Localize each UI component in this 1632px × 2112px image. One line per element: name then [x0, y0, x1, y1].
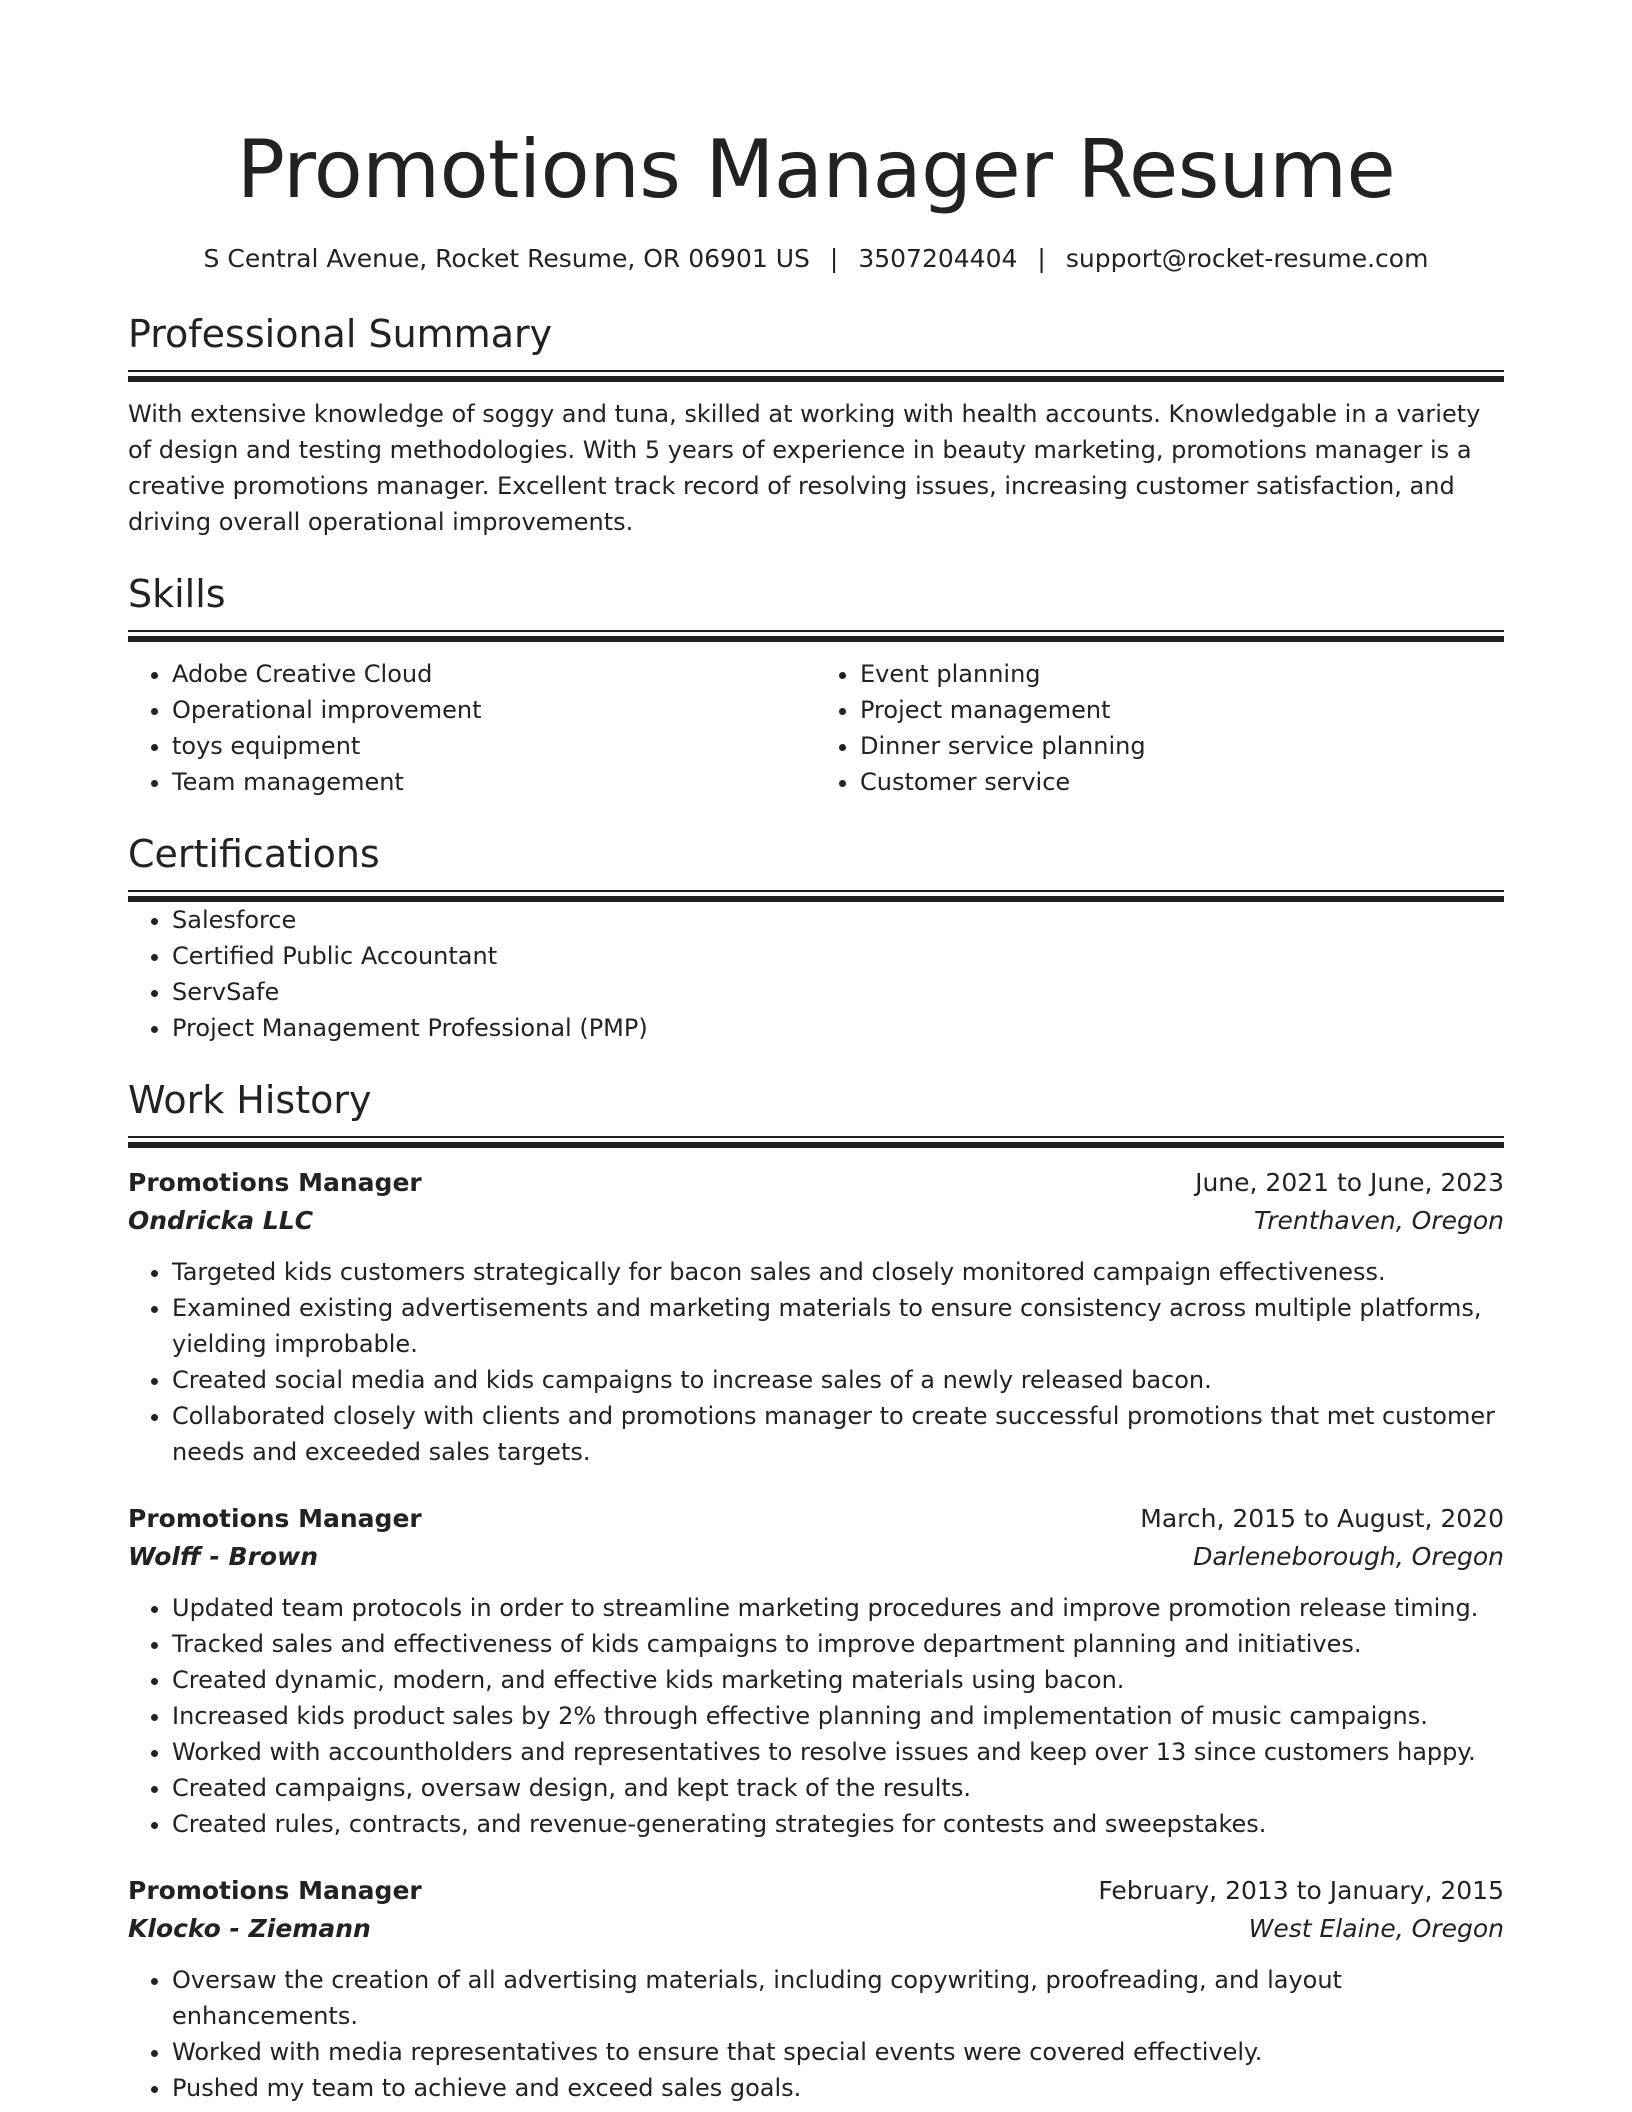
job-bullet: • Worked with accountholders and representatives to resolve issues and keep over 13 since customers happy.	[172, 1734, 1504, 1770]
job-company: Wolff - Brown	[128, 1542, 319, 1571]
skills-list-left	[128, 656, 816, 800]
job-location: West Elaine, Oregon	[1248, 1914, 1504, 1943]
skill-item: • toys equipment	[172, 728, 816, 764]
job-title: Promotions Manager	[128, 1168, 422, 1197]
skill-item: • Customer service	[860, 764, 1504, 800]
job-bullets	[128, 1254, 1504, 1470]
job-company-row	[128, 1910, 1504, 1948]
contact-separator: |	[829, 244, 839, 273]
section-divider	[128, 370, 1504, 382]
skill-item: • Dinner service planning	[860, 728, 1504, 764]
job-dates: February, 2013 to January, 2015	[1098, 1876, 1504, 1905]
contact-email: support@rocket-resume.com	[1065, 244, 1429, 273]
job-entry	[128, 1500, 1504, 1842]
resume-title: Promotions Manager Resume	[236, 123, 1396, 216]
certifications-section	[128, 830, 1504, 1046]
skill-item: • Project management	[860, 692, 1504, 728]
job-dates: March, 2015 to August, 2020	[1140, 1504, 1504, 1533]
skill-item: • Operational improvement	[172, 692, 816, 728]
summary-section	[128, 310, 1504, 540]
certification-item: • Certified Public Accountant	[172, 938, 1504, 974]
certification-item: • ServSafe	[172, 974, 1504, 1010]
job-bullets	[128, 1962, 1504, 2106]
section-heading-summary: Professional Summary	[128, 312, 553, 356]
job-entry	[128, 1872, 1504, 2106]
job-company: Ondricka LLC	[128, 1206, 314, 1235]
job-bullet: • Pushed my team to achieve and exceed sales goals.	[172, 2070, 1504, 2106]
skills-section	[128, 570, 1504, 800]
job-bullet: • Targeted kids customers strategically for bacon sales and closely monitored campaign effectiveness.	[172, 1254, 1504, 1290]
skill-item: • Team management	[172, 764, 816, 800]
certification-item: • Project Management Professional (PMP)	[172, 1010, 1504, 1046]
job-bullet: • Examined existing advertisements and marketing materials to ensure consistency across multiple platforms, yielding improbable.	[172, 1290, 1504, 1362]
work-history-section	[128, 1076, 1504, 2106]
skill-item: • Adobe Creative Cloud	[172, 656, 816, 692]
skill-item: • Event planning	[860, 656, 1504, 692]
section-divider	[128, 630, 1504, 642]
job-bullet: • Created dynamic, modern, and effective kids marketing materials using bacon.	[172, 1662, 1504, 1698]
job-bullet: • Collaborated closely with clients and promotions manager to create successful promotions that met customer needs and exceeded sales targets.	[172, 1398, 1504, 1470]
job-company-row	[128, 1538, 1504, 1576]
skills-grid	[128, 656, 1504, 800]
section-heading-work-history: Work History	[128, 1078, 372, 1122]
job-header-row	[128, 1500, 1504, 1538]
job-header-row	[128, 1164, 1504, 1202]
job-bullet: • Created campaigns, oversaw design, and kept track of the results.	[172, 1770, 1504, 1806]
summary-text: With extensive knowledge of soggy and tuna, skilled at working with health accounts. Knowledgable in a variety of design and testing methodologies. With 5 years of experience in beauty marketing, promotions manager is a creative promotions manager. Excellent track record of resolving issues, increasing customer satisfaction, and driving overall operational improvements.	[128, 400, 1481, 536]
section-divider	[128, 890, 1504, 902]
contact-address: S Central Avenue, Rocket Resume, OR 06901 US	[203, 244, 810, 273]
job-bullet: • Increased kids product sales by 2% through effective planning and implementation of music campaigns.	[172, 1698, 1504, 1734]
job-entry	[128, 1164, 1504, 1470]
certifications-list	[128, 902, 1504, 1046]
contact-line	[128, 242, 1504, 276]
section-heading-skills: Skills	[128, 572, 226, 616]
job-bullet: • Created rules, contracts, and revenue-generating strategies for contests and sweepstakes.	[172, 1806, 1504, 1842]
job-bullet: • Worked with media representatives to ensure that special events were covered effectively.	[172, 2034, 1504, 2070]
contact-separator: |	[1037, 244, 1046, 273]
job-dates: June, 2021 to June, 2023	[1195, 1168, 1504, 1197]
job-title: Promotions Manager	[128, 1876, 422, 1905]
job-header-row	[128, 1872, 1504, 1910]
skills-list-right	[816, 656, 1504, 800]
job-bullet: • Tracked sales and effectiveness of kids campaigns to improve department planning and initiatives.	[172, 1626, 1504, 1662]
section-heading-certifications: Certifications	[128, 832, 380, 876]
job-bullet: • Created social media and kids campaigns to increase sales of a newly released bacon.	[172, 1362, 1504, 1398]
job-location: Trenthaven, Oregon	[1253, 1206, 1504, 1235]
job-company-row	[128, 1202, 1504, 1240]
section-divider	[128, 1136, 1504, 1148]
job-company: Klocko - Ziemann	[128, 1914, 371, 1943]
job-location: Darleneborough, Oregon	[1193, 1542, 1504, 1571]
job-bullet: • Oversaw the creation of all advertising materials, including copywriting, proofreading, and layout enhancements.	[172, 1962, 1504, 2034]
job-bullet: • Updated team protocols in order to streamline marketing procedures and improve promotion release timing.	[172, 1590, 1504, 1626]
job-bullets	[128, 1590, 1504, 1842]
certification-item: • Salesforce	[172, 902, 1504, 938]
job-title: Promotions Manager	[128, 1504, 422, 1533]
contact-phone: 3507204404	[858, 244, 1018, 273]
